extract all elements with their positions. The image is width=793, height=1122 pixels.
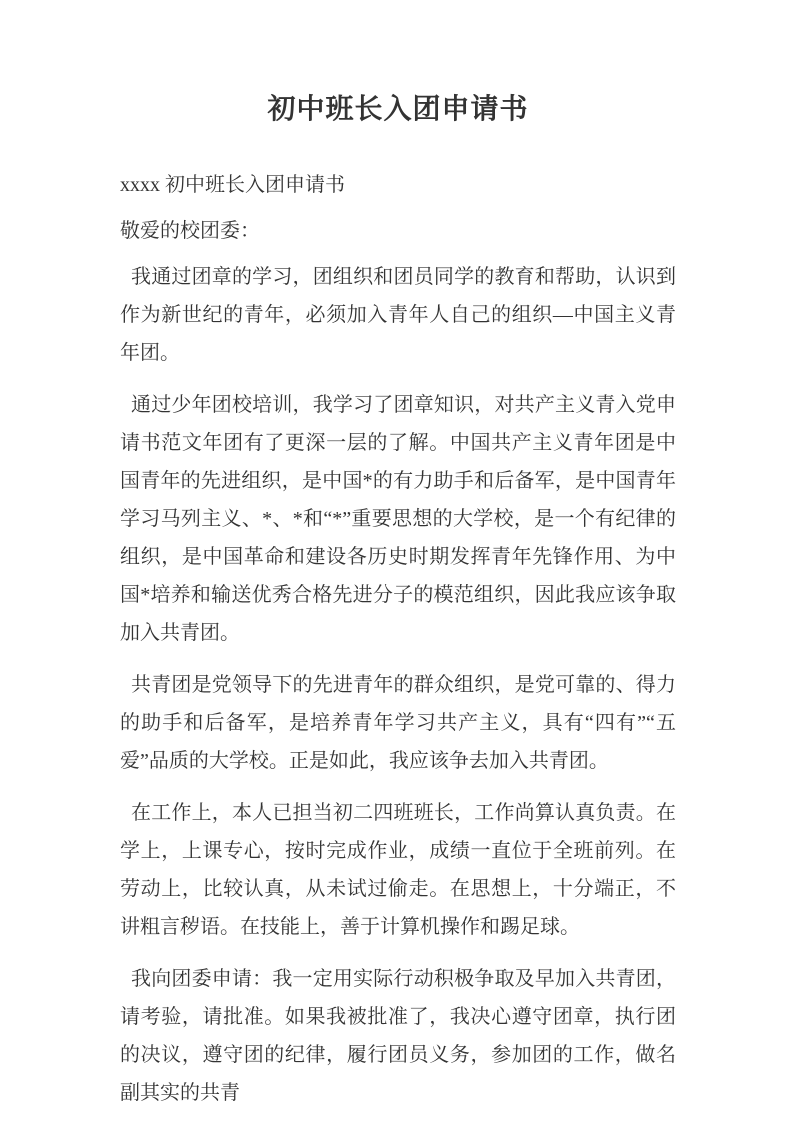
- body-paragraph-3: 共青团是党领导下的先进青年的群众组织，是党可靠的、得力的助手和后备军，是培养青年学习共产主义，具有“四有”“五爱”品质的大学校。正是如此，我应该争去加入共青团。: [120, 674, 676, 772]
- salutation-line: 敬爱的校团委：: [120, 220, 260, 242]
- body-paragraph-2: 通过少年团校培训，我学习了团章知识，对共产主义青入党申请书范文年团有了更深一层的了解。中国共产主义青年团是中国青年的先进组织，是中国*的有力助手和后备军，是中国青年学习马列主义、*、*和“*”重要思想的大学校，是一个有纪律的组织，是中国革命和建设各历史时期发挥青年先锋作用、为中国*培养和输送优秀合格先进分子的模范组织，因此我应该争取加入共青团。: [120, 394, 676, 644]
- document-subtitle: xxxx 初中班长入团申请书: [120, 174, 345, 196]
- body-paragraph-1: 我通过团章的学习，团组织和团员同学的教育和帮助，认识到作为新世纪的青年，必须加入青年人自己的组织—中国主义青年团。: [120, 266, 676, 364]
- document-title: 初中班长入团申请书: [267, 94, 529, 125]
- body-paragraph-5: 我向团委申请：我一定用实际行动积极争取及早加入共青团，请考验，请批准。如果我被批准了，我决心遵守团章，执行团的决议，遵守团的纪律，履行团员义务，参加团的工作，做名副其实的共青: [120, 968, 676, 1104]
- body-paragraph-4: 在工作上，本人已担当初二四班班长，工作尚算认真负责。在学上，上课专心，按时完成作业，成绩一直位于全班前列。在劳动上，比较认真，从未试过偷走。在思想上，十分端正，不讲粗言秽语。在技能上，善于计算机操作和踢足球。: [120, 802, 676, 938]
